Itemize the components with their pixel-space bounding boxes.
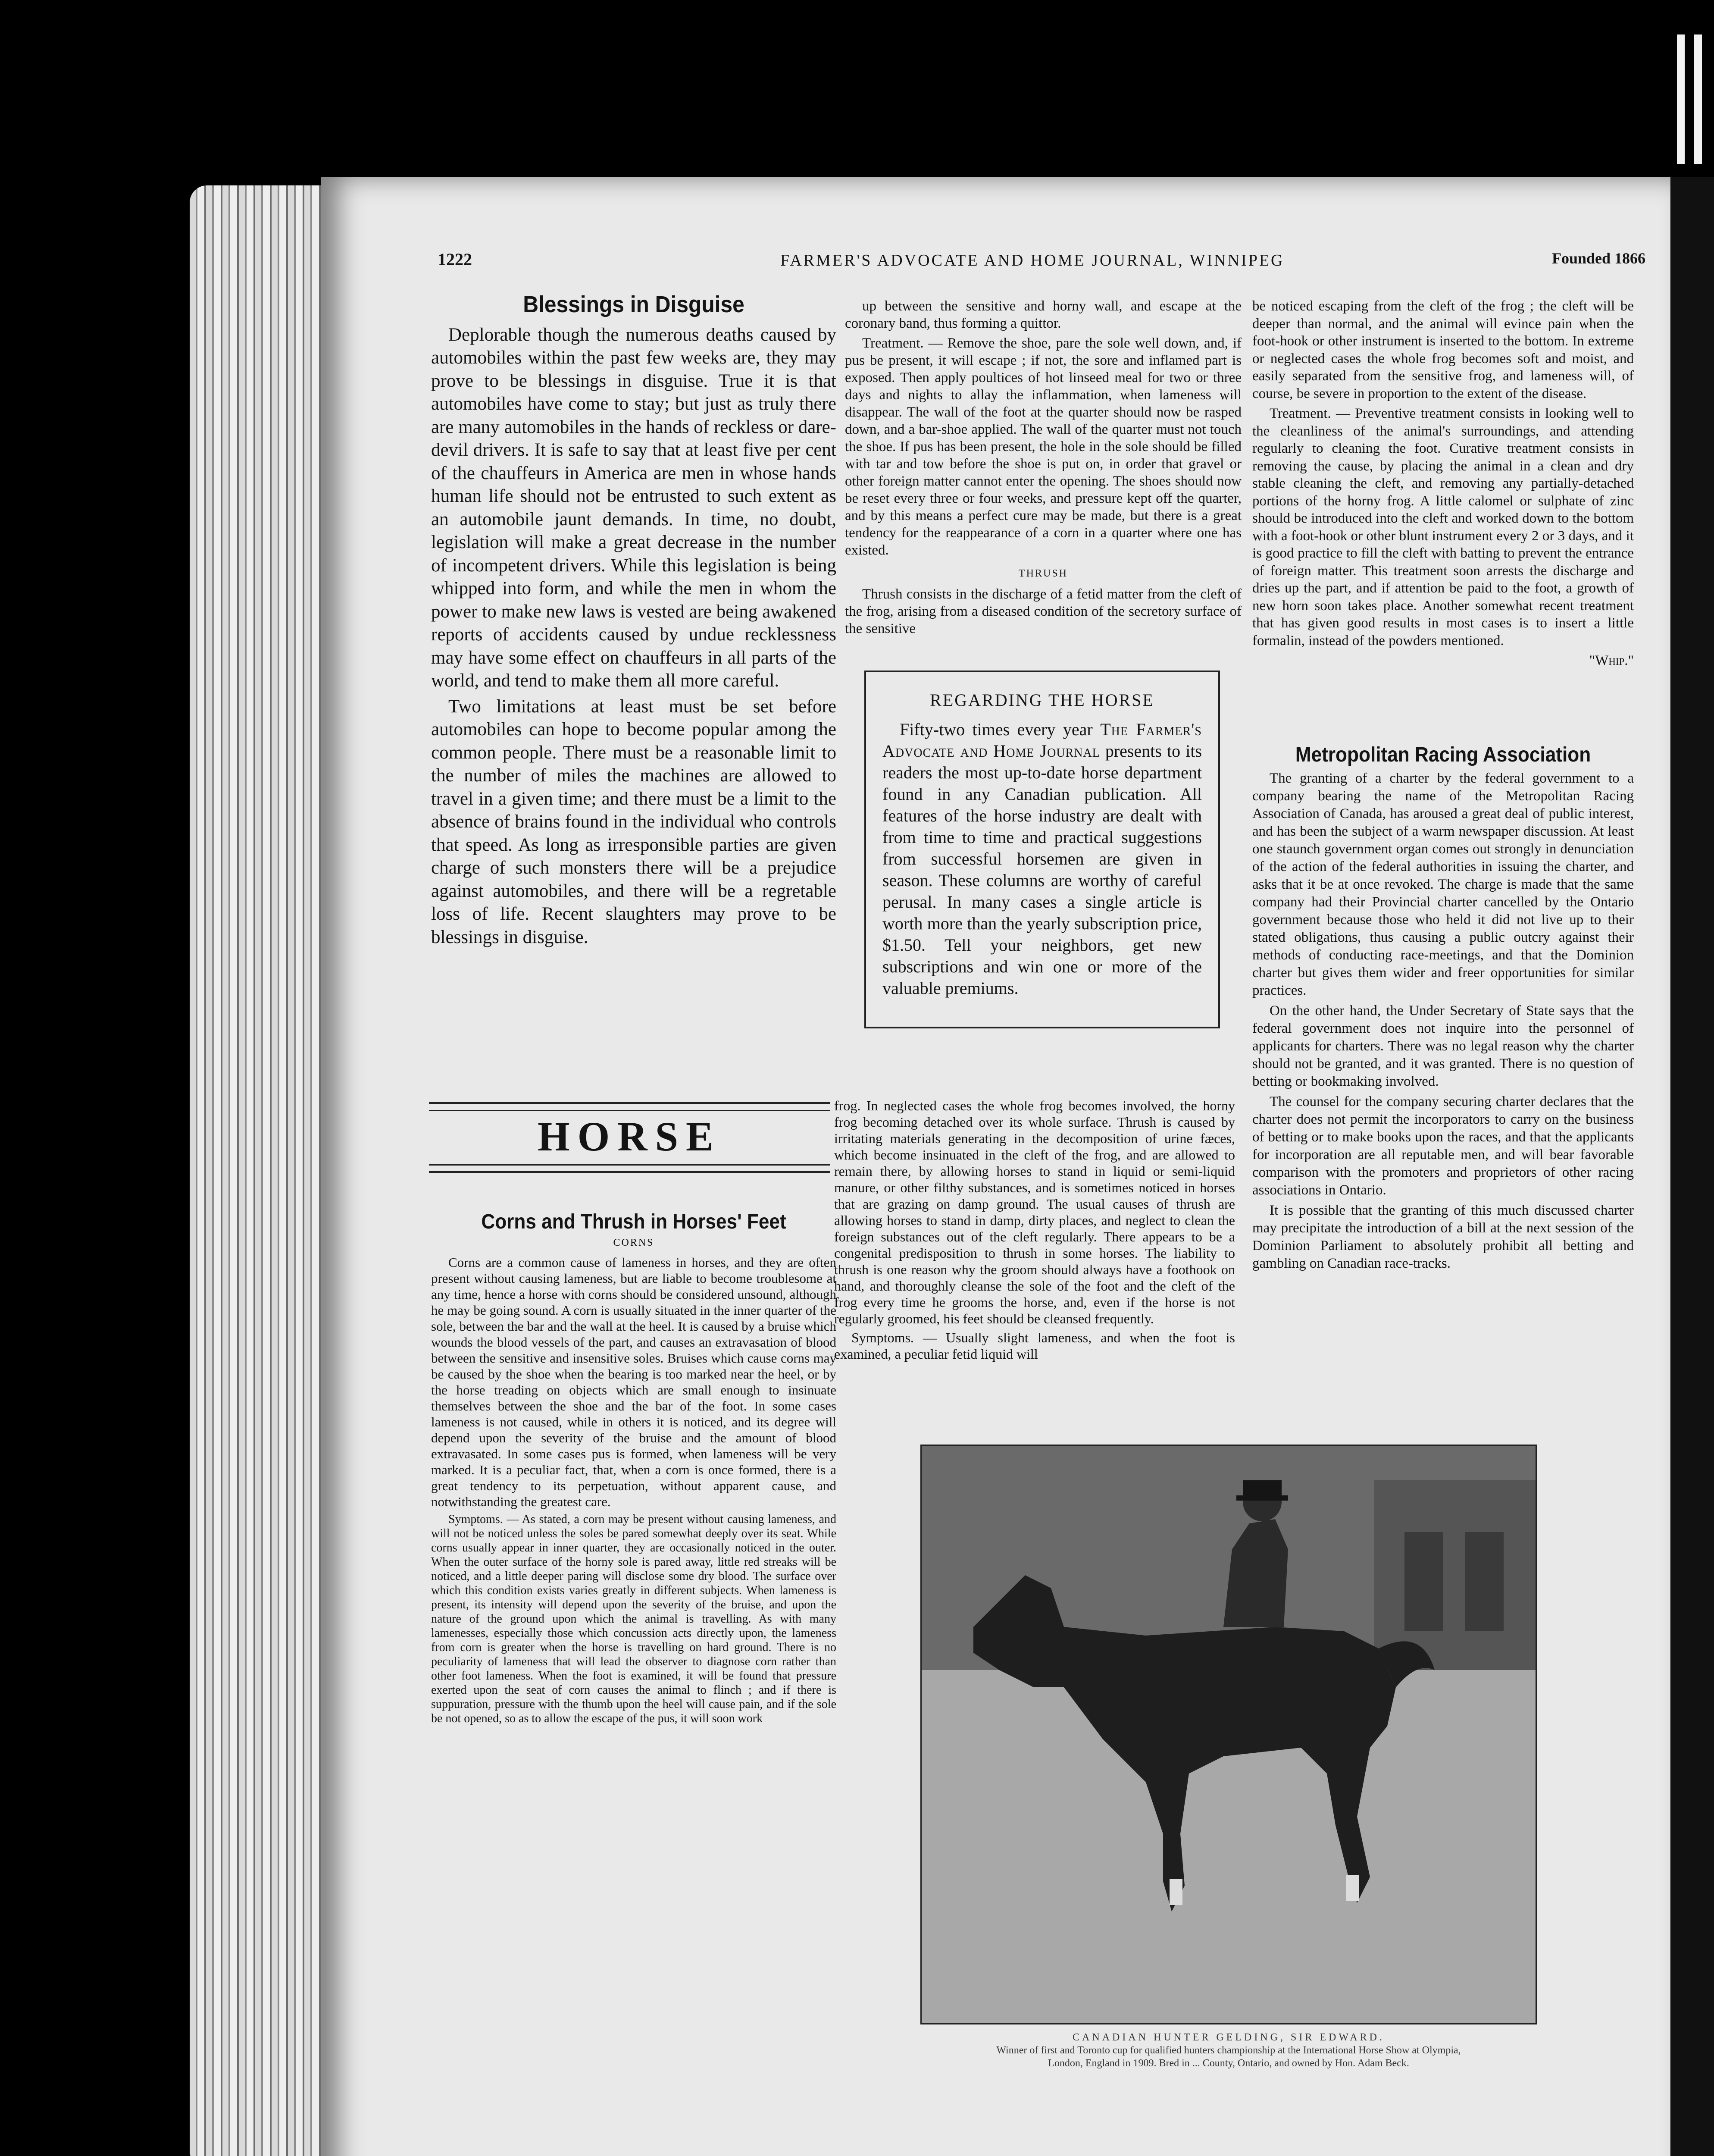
section-title: HORSE — [537, 1113, 722, 1159]
section-rule-bottom — [429, 1164, 830, 1173]
article-heading: Metropolitan Racing Association — [1295, 743, 1591, 766]
subheading: THRUSH — [1018, 568, 1068, 579]
founded-label: Founded 1866 — [1552, 250, 1646, 267]
caption-line: Winner of first and Toronto cup for qualified hunters championship at the International Horse Show at Olympia, — [996, 2045, 1461, 2056]
article-heading: Corns and Thrush in Horses' Feet — [481, 1210, 786, 1233]
paragraph: It is possible that the granting of this much discussed charter may precipitate the introduction of a bill at the next session of the Dominion Parliament to absolutely prohibit all betting and gambling on Canadian race-tracks. — [1252, 1203, 1634, 1271]
corns-article — [431, 1210, 836, 1728]
page-number: 1222 — [438, 250, 472, 269]
section-rule-top — [429, 1102, 830, 1111]
running-header: FARMER'S ADVOCATE AND HOME JOURNAL, WINNIPEG — [780, 251, 1285, 270]
film-mark — [1694, 34, 1702, 164]
caption-title: CANADIAN HUNTER GELDING, SIR EDWARD. — [1073, 2032, 1385, 2043]
paragraph: Two limitations at least must be set before automobiles can hope to become popular among the common people. There must be a reasonable limit to the number of miles the machines are allowed to travel in a given time; and there must be a limit to the absence of brains found in the individual who controls that speed. As long as irresponsible parties are given charge of such monsters there will be a prejudice against automobiles, and there will be a regretable loss of life. Recent slaughters may prove to be blessings in disguise. — [431, 696, 836, 947]
film-mark — [1677, 34, 1685, 164]
paragraph: Thrush consists in the discharge of a fetid matter from the cleft of the frog, arising from a diseased condition of the secretory surface of the sensitive — [845, 586, 1242, 636]
paragraph: Symptoms. — Usually slight lameness, and when the foot is examined, a peculiar fetid liquid will — [834, 1330, 1235, 1362]
caption-line: London, England in 1909. Bred in ... County, Ontario, and owned by Hon. Adam Beck. — [1048, 2058, 1409, 2069]
right-film-edge — [1671, 177, 1714, 2156]
paragraph: Treatment. — Remove the shoe, pare the sole well down, and, if pus be present, it will escape ; if not, the sore and inflamed part is exposed. Then apply poultices of hot linseed meal for two or three days and nights to allay the inflammation, when lameness will disappear. The wall of the foot at the quarter should now be rasped down, and a bar-shoe applied. The wall of the quarter must not touch the shoe. If pus has been present, the hole in the sole should be filled with tar and tow before the shoe is put on, in order that gravel or other foreign matter cannot enter the opening. The shoes should now be reset every three or four weeks, and pressure kept off the quarter, and by this means a perfect cure may be made, but there is a great tendency for the reappearance of a corn in a quarter where one has existed. — [845, 335, 1242, 558]
signoff: "Whip." — [1589, 653, 1634, 668]
paragraph: The counsel for the company securing charter declares that the charter does not permit the incorporators to carry on the business of betting or to make books upon the races, and that the applicants for incorporation are all reputable men, and will bear favorable comparison with the promoters and proprietors of other racing associations in Ontario. — [1252, 1094, 1634, 1198]
paragraph: Treatment. — Preventive treatment consists in looking well to the cleanliness of the animal's surroundings, and attending regularly to cleaning the foot. Curative treatment consists in removing the cause, by placing the animal in a clean and dry stable cleaning the cleft, and removing any partially-detached portions of the horny frog. A little calomel or sulphate of zinc should be introduced into the cleft and worked down to the bottom with a foot-hook or other blunt instrument every 2 or 3 days, and it is good practice to fill the cleft with batting to prevent the entrance of foreign matter. This treatment soon arrests the discharge and dries up the part, and if attention be paid to the foot, a growth of new horn soon takes place. Another somewhat recent treatment that has given good results in most cases is to insert a little formalin, instead of the powders mentioned. — [1252, 406, 1634, 649]
box-title: REGARDING THE HORSE — [930, 690, 1154, 710]
paragraph: The granting of a charter by the federal government to a company bearing the name of the Metropolitan Racing Association of Canada, has aroused a great deal of public interest, and has been the subject of a warm newspaper discussion. At least one staunch government organ comes out strongly in denunciation of the action of the federal authorities in issuing the charter, and asks that it be at once revoked. The charge is made that the same company had their Provincial charter cancelled by the Ontario government because those who held it did not live up to their stated obligations, thus causing a public outcry against their methods of conducting race-meetings, and that the Dominion charter but gives them wider and freer opportunities for similar practices. — [1252, 771, 1634, 998]
paragraph: On the other hand, the Under Secretary of State says that the federal government does not inquire into the personnel of applicants for charters. There was no legal reason why the charter should not be granted, and it was granted. There is no question of betting or bookmaking involved. — [1252, 1003, 1634, 1089]
paragraph: be noticed escaping from the cleft of the frog ; the cleft will be deeper than normal, and the animal will evince pain when the foot-hook or other instrument is inserted to the bottom. In extreme or neglected cases the whole frog becomes soft and moist, and easily separated from the sensitive frog, and lameness will, of course, be severe in proportion to the extent of the disease. — [1252, 298, 1634, 401]
racing-article — [1252, 743, 1634, 1275]
thrush-column — [834, 1097, 1235, 1365]
subscription-box — [864, 671, 1220, 1028]
paragraph: Deplorable though the numerous deaths caused by automobiles within the past few weeks are, they may prove to be blessings in disguise. True it is that automobiles have come to stay; but just as truly there are many automobiles in the hands of reckless or dare-devil drivers. It is safe to say that at least five per cent of the chauffeurs in America are men in whose hands human life should not be entrusted to such extent as an automobile jaunt demands. In time, no doubt, legislation will make a great decrease in the number of incompetent drivers. While this legislation is being whipped into form, and while the men in whom the power to make new laws is vested are being awakened reports of accidents caused by undue recklessness may have some effect on chauffeurs in all parts of the world, and tend to make them all more careful. — [431, 324, 836, 691]
subheading: CORNS — [613, 1237, 654, 1248]
corns-continued-column — [845, 298, 1242, 640]
paragraph: Corns are a common cause of lameness in horses, and they are often present without causing lameness, but are liable to become troublesome at any time, hence a horse with corns should be considered unsound, although he may be going sound. A corn is usually situated in the inner quarter of the sole, between the bar and the wall at the heel. It is caused by a bruise which wounds the blood vessels of the part, and causes an extravasation of blood between the sensitive and insensitive soles. Bruises which cause corns may be caused by the shoe when the bearing is too marked near the heel, or by the horse treading on objects which are small enough to insinuate themselves between the shoe and the bar of the foot. In some cases lameness is not caused, while in others it is noticed, and its degree will depend upon the severity of the bruise and the amount of blood extravasated. In some cases pus is formed, when lameness will be very marked. It is a peculiar fact, that, when a corn is once formed, there is a great tendency to its perpetuation, without apparent cause, and notwithstanding the greatest care. — [431, 1255, 836, 1509]
horse-and-rider-illustration — [922, 1446, 1537, 2024]
editorial-column — [431, 293, 836, 951]
paragraph: frog. In neglected cases the whole frog becomes involved, the horny frog becoming detached over its whole surface. Thrush is caused by irritating materials generating in the decomposition of urine fæces, which become insinuated in the cleft of the frog, and are allowed to remain there, by allowing horses to stand in liquid or semi-liquid manure, or other filthy substances, and is sometimes noticed in horses that are grazing on damp ground. The usual causes of thrush are allowing horses to stand in damp, dirty places, and neglect to clean the foreign substances out of the cleft regularly. There appears to be a congenital predisposition to thrush in some horses. The liability to thrush is one reason why the groom should always have a foothook on hand, and thoroughly cleanse the sole of the foot and the cleft of the frog every time he grooms the horse, and, even if the horse is not regularly groomed, his feet should be cleansed frequently. — [834, 1098, 1235, 1326]
editorial-heading: Blessings in Disguise — [523, 291, 744, 317]
box-text: Fifty-two times every year The Farmer's Advocate and Home Journal presents to its readers the most up-to-date horse department found in any Canadian publication. All features of the horse industry are dealt with from time to time and practical suggestions from successful horsemen are given in season. These columns are worthy of careful perusal. In many cases a single article is worth more than the yearly subscription price, $1.50. Tell your neighbors, get new subscriptions and win one or more of the valuable premiums. — [882, 720, 1202, 998]
paragraph: Symptoms. — As stated, a corn may be present without causing lameness, and will not be noticed unless the soles be pared somewhat deeply over its seat. While corns usually appear in inner quarter, they are occasionally noticed in the outer. When the outer surface of the horny sole is pared away, little red streaks will be noticed, and a little deeper paring will disclose some dry blood. The surface over which this condition exists varies greatly in different subjects. When lameness is present, its intensity will depend upon the severity of the bruise, and upon the nature of the ground upon which the animal is travelling. As with many lamenesses, especially those which concussion acts directly upon, the lameness from corn is greater when the horse is travelling on hard ground. There is no peculiarity of lameness that will lead the observer to diagnose corn rather than other foot lameness. When the foot is examined, it will be found that pressure exerted upon the seat of corn causes the animal to flinch ; and if there is suppuration, pressure with the thumb upon the heel will cause pain, and if the sole be not opened, so as to allow the escape of the pus, it will soon work — [431, 1513, 836, 1725]
paragraph: up between the sensitive and horny wall, and escape at the coronary band, thus forming a quittor. — [845, 298, 1242, 331]
horse-photograph — [920, 1445, 1537, 2024]
page-stack-edges — [190, 185, 332, 2156]
photo-caption — [871, 2031, 1586, 2070]
thrush-continued-column — [1252, 298, 1634, 670]
